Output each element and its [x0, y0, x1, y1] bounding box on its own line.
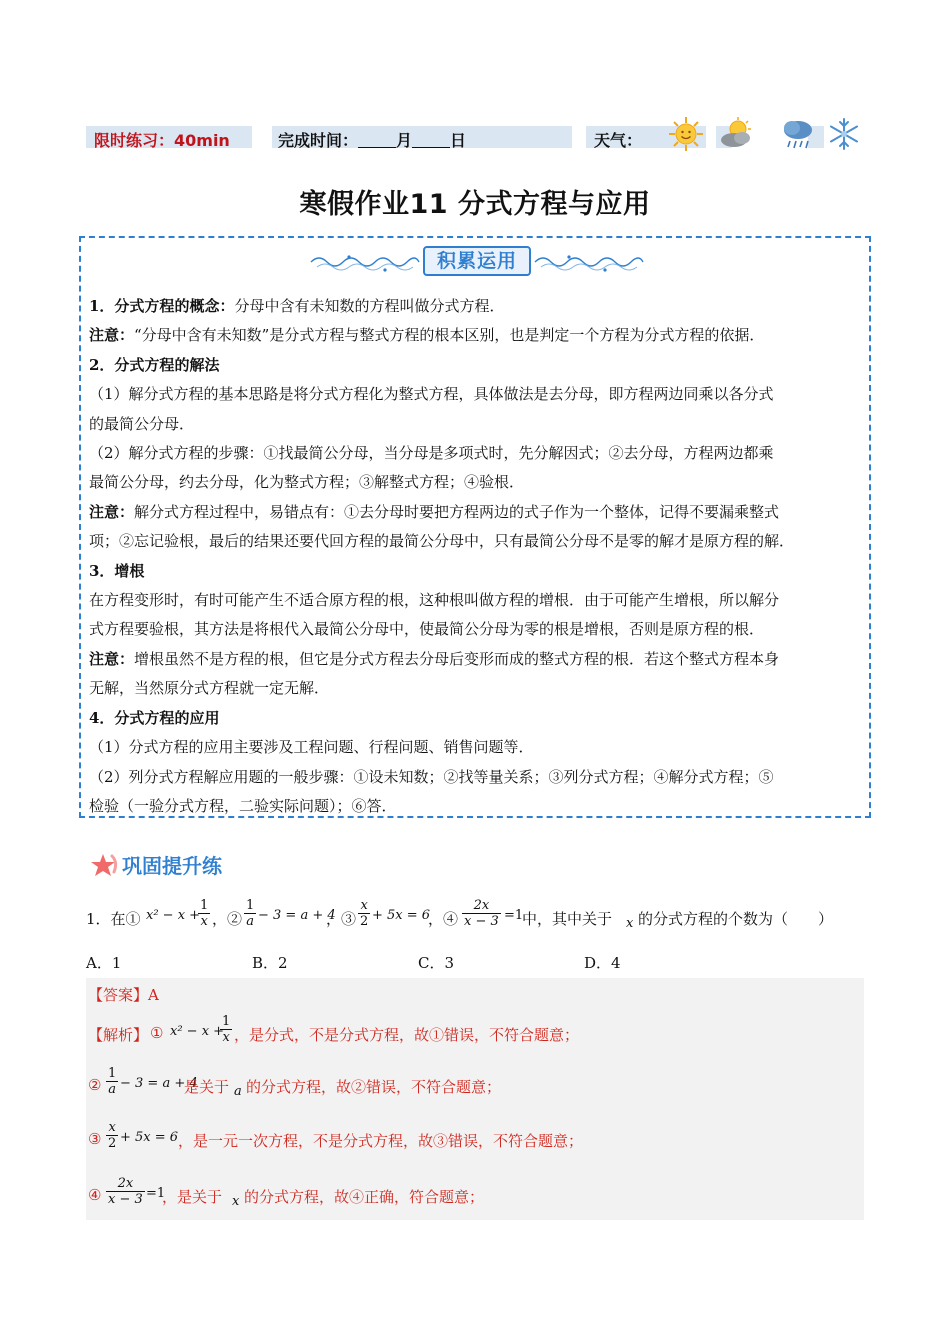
analysis-2-text-b: 的分式方程，故②错误，不符合题意；: [246, 1078, 502, 1096]
knowledge-line: [89, 321, 865, 350]
fraction-numerator: 2x: [473, 898, 490, 913]
practice-section-header: [90, 848, 290, 880]
knowledge-line-text: “分母中含有未知数”是分式方程与整式方程的根本区别，也是判定一个方程为分式方程的依据．: [134, 326, 765, 345]
expr-3-fraction: [358, 898, 370, 929]
separator-2: ，②: [212, 910, 243, 928]
expr-4-rest: =1: [504, 908, 524, 923]
knowledge-line: [89, 557, 865, 586]
knowledge-line: [89, 292, 865, 321]
fraction-denominator: x: [198, 913, 210, 929]
analysis-4-prefix: ④: [88, 1186, 102, 1204]
knowledge-line: [89, 615, 865, 644]
knowledge-line-text: （1）分式方程的应用主要涉及工程问题、行程问题、销售问题等．: [89, 738, 534, 757]
knowledge-line-text: 的最简公分母．: [89, 414, 195, 433]
knowledge-line-heading: 注意：: [89, 502, 135, 521]
option-d[interactable]: D．4: [584, 954, 621, 972]
fraction-numerator: 1: [108, 1066, 117, 1081]
analysis-4-fraction: [106, 1176, 145, 1207]
knowledge-line-text: （1）解分式方程的基本思路是将分式方程化为整式方程，具体做法是去分母，即方程两边同乘以各分式: [89, 385, 774, 404]
knowledge-line-text: （2）列分式方程解应用题的一般步骤：①设未知数；②找等量关系；③列分式方程；④解分式方程；⑤: [89, 767, 774, 786]
knowledge-line: [89, 792, 865, 821]
section-banner-label: 积累运用: [423, 246, 531, 276]
analysis-1-fraction: [220, 1014, 232, 1045]
knowledge-line-heading: 2．分式方程的解法: [89, 355, 220, 374]
expr-2-rest: − 3 = a + 4: [258, 908, 336, 923]
knowledge-line-text: （2）解分式方程的步骤：①找最简公分母，当分母是多项式时，先分解因式；②去分母，方程两边都乘: [89, 444, 774, 463]
knowledge-box: [79, 236, 871, 818]
knowledge-line-heading: 1．分式方程的概念：: [89, 297, 235, 315]
knowledge-line: [89, 380, 865, 409]
month-label: 月: [396, 131, 413, 150]
fraction-denominator: a: [106, 1081, 118, 1097]
knowledge-content: [89, 292, 865, 821]
fraction-denominator: 2: [108, 1136, 117, 1151]
day-label: 日: [450, 131, 467, 150]
knowledge-line-text: 式方程要验根，其方法是将根代入最简公分母中，使最简公分母为零的根是增根，否则是原方程的根．: [89, 620, 765, 639]
knowledge-line: [89, 351, 865, 380]
option-c[interactable]: C．3: [418, 954, 455, 972]
analysis-4-rest: =1: [146, 1186, 166, 1201]
analysis-label: 【解析】: [88, 1026, 149, 1044]
knowledge-line-text: 解分式方程过程中，易错点有：①去分母时要把方程两边的式子作为一个整体，记得不要漏乘整式: [134, 502, 780, 521]
header-bar: [86, 126, 866, 154]
fraction-numerator: 2x: [117, 1176, 134, 1191]
analysis-3-fraction: [106, 1120, 118, 1151]
knowledge-line-text: 检验（一验分式方程，二验实际问题）；⑥答．: [89, 796, 397, 815]
expr-3-rest: + 5x = 6: [372, 908, 431, 923]
answer-label: 【答案】A: [88, 986, 159, 1004]
month-blank: [358, 134, 396, 148]
analysis-3-text: ，是一元一次方程，不是分式方程，故③错误，不符合题意；: [178, 1132, 584, 1150]
knowledge-line-text: 增根虽然不是方程的根，但它是分式方程去分母后变形而成的整式方程的根．若这个整式方程本身: [134, 649, 780, 668]
fraction-denominator: x − 3: [464, 914, 499, 929]
banner-wave-right-icon: [533, 250, 645, 274]
analysis-2-fraction: [106, 1066, 118, 1097]
completion-time: [278, 128, 466, 151]
analysis-1-text: ，是分式，不是分式方程，故①错误，不符合题意；: [234, 1026, 580, 1044]
analysis-3-rest: + 5x = 6: [120, 1130, 179, 1145]
fraction-denominator: x − 3: [108, 1192, 143, 1207]
knowledge-line-heading: 4．分式方程的应用: [89, 708, 220, 727]
fraction-numerator: x: [360, 898, 368, 913]
analysis-1-expr: x² − x +: [170, 1024, 225, 1039]
separator-3: ，③: [326, 910, 357, 928]
analysis-2-var: a: [234, 1084, 242, 1099]
knowledge-line-text: 无解，当然原分式方程就一定无解．: [89, 679, 330, 698]
knowledge-line: [89, 439, 865, 468]
knowledge-line: [89, 704, 865, 733]
knowledge-line: [89, 645, 865, 674]
answer-box: [86, 978, 864, 1220]
knowledge-line: [89, 410, 865, 439]
knowledge-line: [89, 586, 865, 615]
fraction-numerator: 1: [222, 1014, 231, 1029]
question-1-prefix: 1．在①: [86, 910, 141, 928]
knowledge-line-heading: 注意：: [89, 326, 135, 345]
analysis-2-prefix: ②: [88, 1076, 102, 1094]
expr-1: x² − x +: [146, 908, 201, 923]
knowledge-line-text: 在方程变形时，有时可能产生不适合原方程的根，这种根叫做方程的增根．由于可能产生增根，所以解分: [89, 591, 780, 610]
fraction-denominator: a: [244, 913, 256, 929]
knowledge-line-text: 分母中含有未知数的方程叫做分式方程．: [234, 297, 505, 315]
option-a[interactable]: A．1: [86, 954, 122, 972]
time-limit-label: 限时练习：40min: [94, 131, 230, 150]
weather-label: 天气：: [594, 131, 643, 150]
snowflake-icon: [826, 116, 862, 152]
knowledge-line: [89, 468, 865, 497]
question-1-options: [86, 952, 866, 974]
expr-2-fraction: [244, 898, 256, 929]
rain-cloud-icon: [780, 116, 816, 152]
separator-4: ，④: [428, 910, 459, 928]
knowledge-line-text: 项；②忘记验根，最后的结果还要代回方程的最简公分母中，只有最简公分母不是零的解才是原方程的解．: [89, 532, 795, 551]
question-1-text-b: 的分式方程的个数为（ ）: [638, 910, 834, 928]
knowledge-line: [89, 763, 865, 792]
knowledge-line-heading: 3．增根: [89, 561, 145, 580]
practice-section-title: 巩固提升练: [122, 854, 222, 878]
knowledge-line-heading: 注意：: [89, 649, 135, 668]
fraction-denominator: x: [220, 1029, 232, 1045]
analysis-3-prefix: ③: [88, 1130, 102, 1148]
fraction-numerator: 1: [246, 898, 255, 913]
question-1-text-a: 中，其中关于: [522, 910, 613, 928]
analysis-4-var: x: [232, 1194, 240, 1209]
analysis-2-rest: − 3 = a + 4: [120, 1076, 198, 1091]
knowledge-line: [89, 498, 865, 527]
variable-x: x: [626, 916, 634, 931]
star-icon: [90, 852, 120, 880]
sun-cloud-icon: [718, 116, 754, 152]
expr-1-fraction: [198, 898, 210, 929]
analysis-2-text-a: 是关于: [184, 1078, 230, 1096]
fraction-denominator: 2: [360, 914, 369, 929]
page-title: 寒假作业11 分式方程与应用: [299, 189, 651, 220]
knowledge-line: [89, 674, 865, 703]
analysis-1-prefix: ①: [150, 1024, 164, 1042]
analysis-4-text-a: ，是关于: [162, 1188, 223, 1206]
knowledge-line: [89, 527, 865, 556]
section-banner: [309, 244, 645, 280]
banner-wave-left-icon: [309, 250, 421, 274]
expr-4-fraction: [462, 898, 501, 929]
completion-time-label: 完成时间：: [278, 131, 359, 150]
sun-icon: [668, 116, 704, 152]
analysis-4-text-b: 的分式方程，故④正确，符合题意；: [244, 1188, 485, 1206]
option-b[interactable]: B．2: [252, 954, 288, 972]
fraction-numerator: 1: [200, 898, 209, 913]
day-blank: [412, 134, 450, 148]
knowledge-line-text: 最简公分母，约去分母，化为整式方程；③解整式方程；④验根．: [89, 473, 525, 492]
fraction-numerator: x: [108, 1120, 116, 1135]
knowledge-line: [89, 733, 865, 762]
